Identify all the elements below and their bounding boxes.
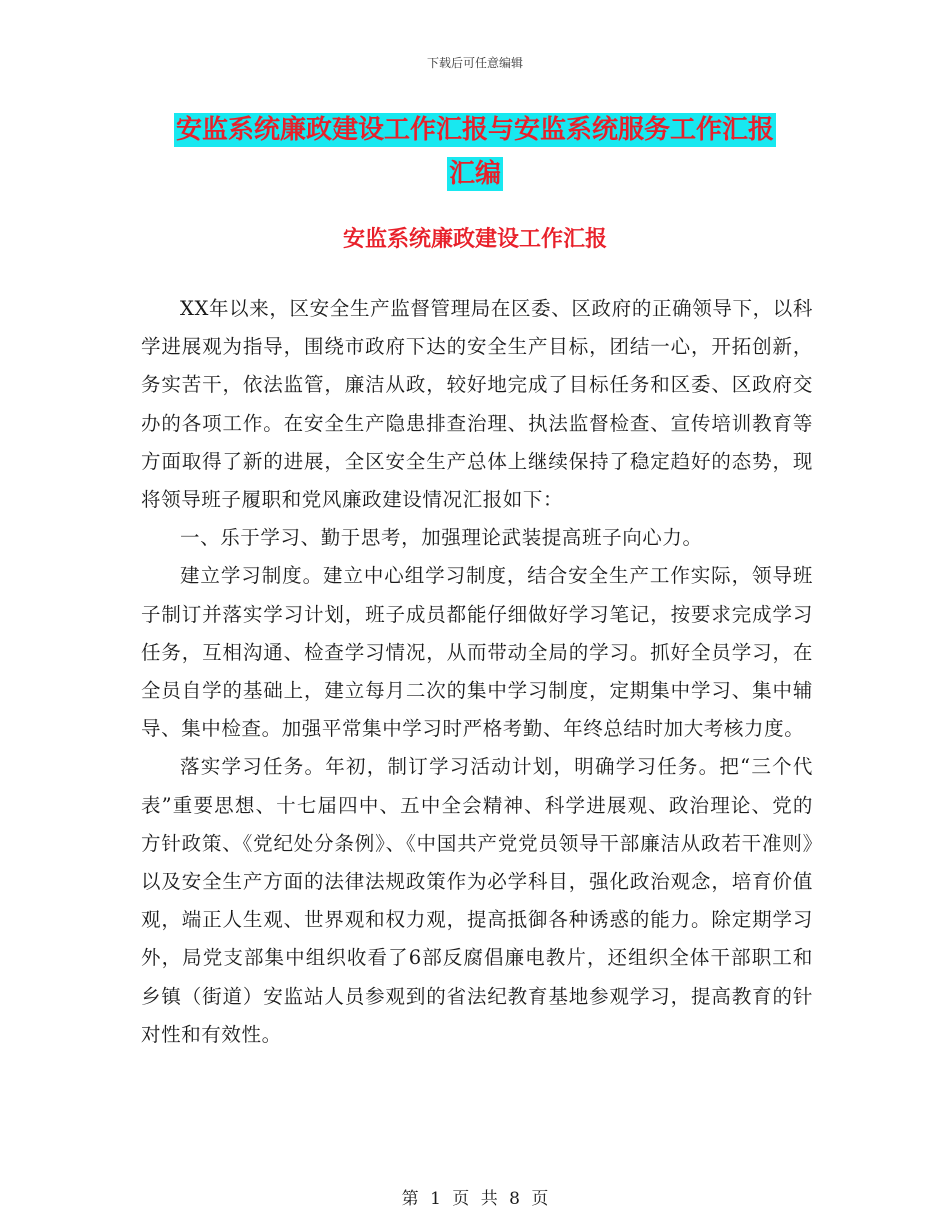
paragraph: 一、乐于学习、勤于思考，加强理论武装提高班子向心力。: [180, 526, 703, 550]
body-text: [141, 290, 813, 1054]
document-title: [140, 108, 810, 196]
paragraph: 建立学习制度。建立中心组学习制度，结合安全生产工作实际，领导班子制订并落实学习计划，班子成员都能仔细做好学习笔记，按要求完成学习任务，互相沟通、检查学习情况，从而带动全局的学习。抓好全员学习，在全员自学的基础上，建立每月二次的集中学习制度，定期集中学习、集中辅导、集中检查。加强平常集中学习时严格考勤、年终总结时加大考核力度。: [141, 564, 813, 741]
paragraph: 落实学习任务。年初，制订学习活动计划，明确学习任务。把“三个代表”重要思想、十七届四中、五中全会精神、科学进展观、政治理论、党的方针政策、《党纪处分条例》、《中国共产党党员领导干部廉洁从政若干准则》以及安全生产方面的法律法规政策作为必学科目，强化政治观念，培育价值观，端正人生观、世界观和权力观，提高抵御各种诱惑的能力。除定期学习外，局党支部集中组织收看了6部反腐倡廉电教片，还组织全体干部职工和乡镇（街道）安监站人员参观到的省法纪教育基地参观学习，提高教育的针对性和有效性。: [141, 755, 813, 1046]
section-title: 安监系统廉政建设工作汇报: [342, 227, 607, 252]
document-title-line2: 汇编: [448, 159, 501, 189]
paragraph: XX年以来，区安全生产监督管理局在区委、区政府的正确领导下，以科学进展观为指导，围绕市政府下达的安全生产目标，团结一心，开拓创新，务实苦干，依法监管，廉洁从政，较好地完成了目标任务和区委、区政府交办的各项工作。在安全生产隐患排查治理、执法监督检查、宣传培训教育等方面取得了新的进展，全区安全生产总体上继续保持了稳定趋好的态势，现将领导班子履职和党风廉政建设情况汇报如下：: [141, 297, 813, 512]
page-footer: 第 1 页 共 8 页: [401, 1189, 549, 1209]
document-title-line1: 安监系统廉政建设工作汇报与安监系统服务工作汇报: [175, 115, 774, 145]
page-header-note: 下载后可任意编辑: [426, 56, 523, 70]
